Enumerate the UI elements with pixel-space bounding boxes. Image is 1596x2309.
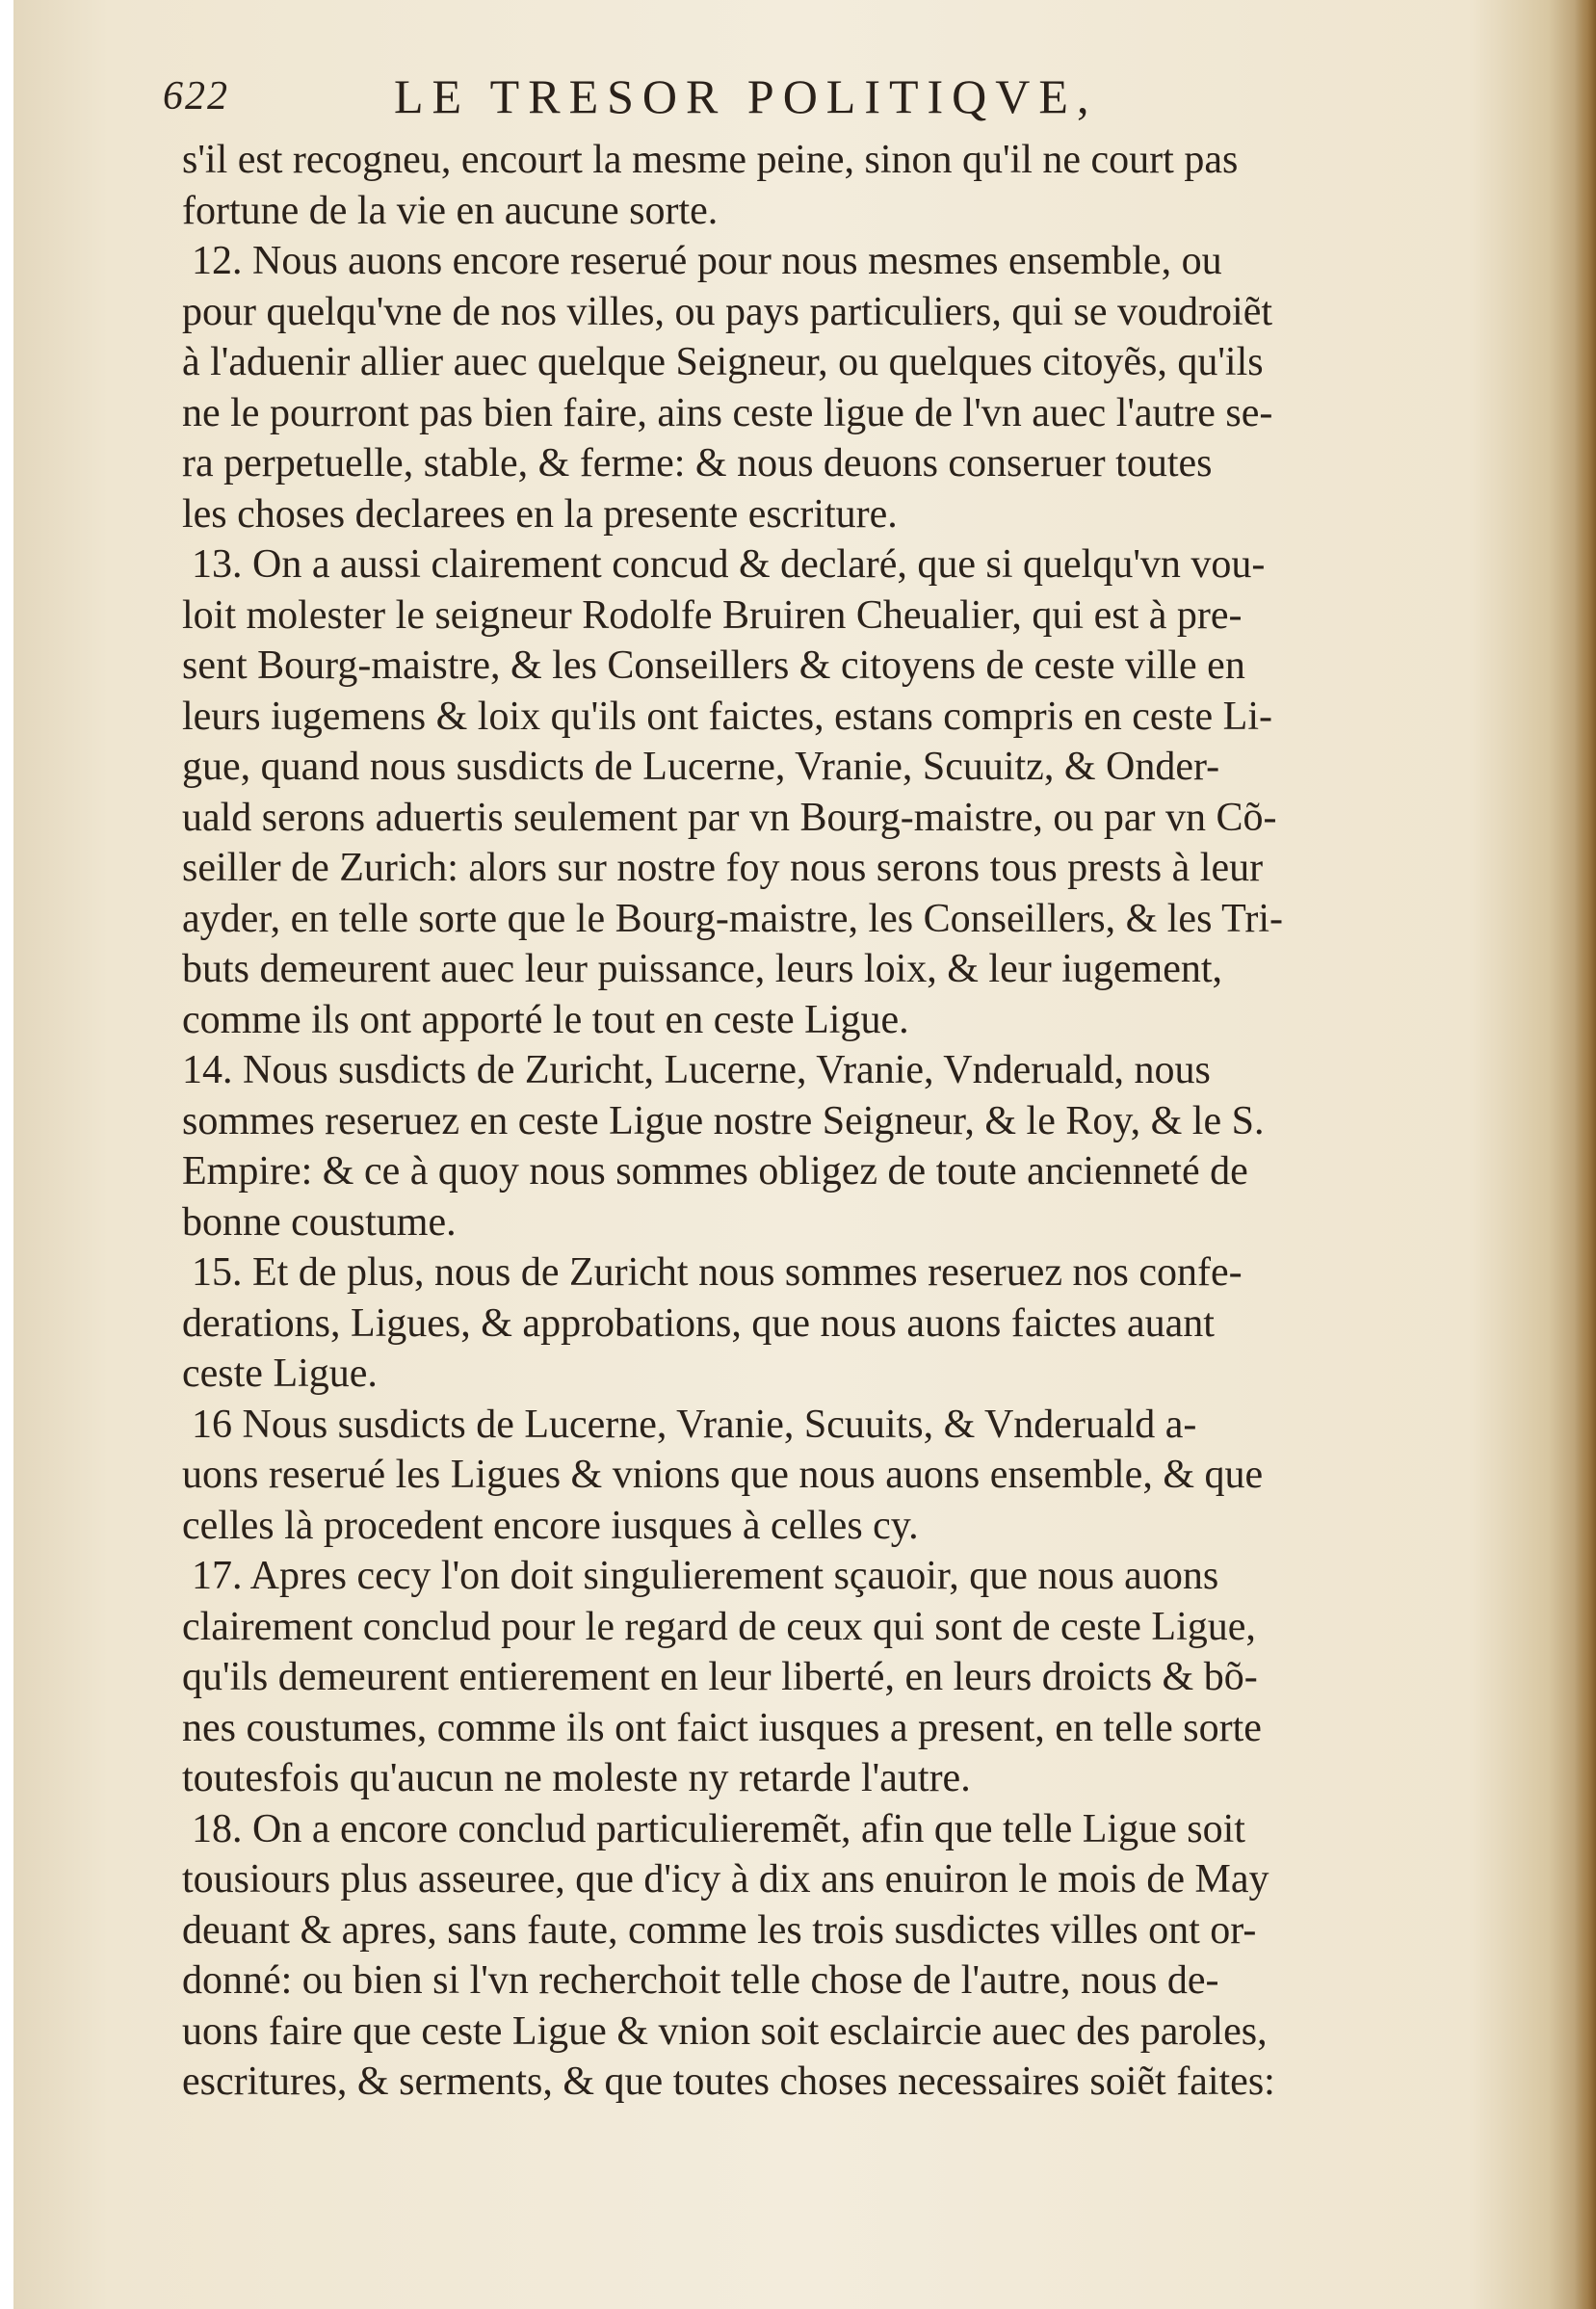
text-line: 15. Et de plus, nous de Zuricht nous sommes reseruez nos confe- — [192, 1250, 1243, 1295]
text-line: qu'ils demeurent entierement en leur liberté, en leurs droicts & bõ- — [182, 1655, 1258, 1699]
text-line: seiller de Zurich: alors sur nostre foy nous serons tous prests à leur — [182, 846, 1264, 890]
text-line: ne le pourront pas bien faire, ains ceste ligue de l'vn auec l'autre se- — [182, 390, 1273, 435]
text-line: à l'aduenir allier auec quelque Seigneur, ou quelques citoyẽs, qu'ils — [182, 340, 1264, 384]
text-line: 16 Nous susdicts de Lucerne, Vranie, Scuuits, & Vnderuald a- — [192, 1402, 1197, 1447]
text-line: derations, Ligues, & approbations, que nous auons faictes auant — [182, 1300, 1215, 1346]
text-line: uons faire que ceste Ligue & vnion soit esclaircie auec des paroles, — [182, 2008, 1268, 2054]
text-line: donné: ou bien si l'vn recherchoit telle chose de l'autre, nous de- — [182, 1958, 1219, 2003]
text-line: sent Bourg-maistre, & les Conseillers & citoyens de ceste ville en — [182, 643, 1245, 688]
body-text — [182, 135, 1463, 2108]
text-line: ceste Ligue. — [182, 1351, 378, 1396]
text-line: 13. On a aussi clairement concud & declaré, que si quelqu'vn vou- — [192, 542, 1266, 587]
text-block — [163, 58, 1463, 2108]
text-line: 18. On a encore conclud particulieremẽt, afin que telle Ligue soit — [192, 1806, 1245, 1851]
book-page — [13, 0, 1596, 2309]
text-line: leurs iugemens & loix qu'ils ont faictes, estans compris en ceste Li- — [182, 694, 1272, 739]
text-line: gue, quand nous susdicts de Lucerne, Vranie, Scuuitz, & Onder- — [182, 745, 1220, 789]
text-line: clairement conclud pour le regard de ceux qui sont de ceste Ligue, — [182, 1604, 1256, 1649]
text-line: ra perpetuelle, stable, & ferme: & nous deuons conseruer toutes — [182, 441, 1213, 485]
text-line: uald serons aduertis seulement par vn Bourg-maistre, ou par vn Cõ- — [182, 795, 1277, 840]
page-edge-shadow — [1575, 0, 1596, 2309]
text-line: Empire: & ce à quoy nous sommes obligez de toute ancienneté de — [182, 1149, 1248, 1194]
page-number: 622 — [163, 74, 229, 118]
text-line: s'il est recogneu, encourt la mesme peine, sinon qu'il ne court pas — [182, 138, 1239, 182]
text-line: celles là procedent encore iusques à celles cy. — [182, 1503, 919, 1548]
text-line: 14. Nous susdicts de Zuricht, Lucerne, Vranie, Vnderuald, nous — [182, 1048, 1211, 1092]
text-line: uons reserué les Ligues & vnions que nous auons ensemble, & que — [182, 1453, 1264, 1497]
text-line: buts demeurent auec leur puissance, leurs loix, & leur iugement, — [182, 947, 1223, 991]
text-line: sommes reseruez en ceste Ligue nostre Seigneur, & le Roy, & le S. — [182, 1098, 1265, 1143]
text-line: 12. Nous auons encore reserué pour nous mesmes ensemble, ou — [192, 239, 1222, 283]
text-line: nes coustumes, comme ils ont faict iusques a present, en telle sorte — [182, 1705, 1262, 1750]
text-line: fortune de la vie en aucune sorte. — [182, 188, 719, 233]
running-title: LE TRESOR POLITIQVE, — [394, 69, 1098, 123]
text-line: 17. Apres cecy l'on doit singulierement sçauoir, que nous auons — [192, 1554, 1219, 1598]
text-line: toutesfois qu'aucun ne moleste ny retarde l'autre. — [182, 1756, 971, 1800]
text-line: tousiours plus asseuree, que d'icy à dix ans enuiron le mois de May — [182, 1857, 1269, 1902]
text-line: bonne coustume. — [182, 1199, 457, 1245]
text-line: escritures, & serments, & que toutes choses necessaires soiẽt faites: — [182, 2060, 1275, 2104]
text-line: comme ils ont apporté le tout en ceste Ligue. — [182, 997, 909, 1042]
running-head — [163, 58, 1463, 135]
text-line: pour quelqu'vne de nos villes, ou pays particuliers, qui se voudroiẽt — [182, 289, 1273, 334]
text-line: deuant & apres, sans faute, comme les trois susdictes villes ont or- — [182, 1907, 1257, 1953]
text-line: loit molester le seigneur Rodolfe Bruiren Cheualier, qui est à pre- — [182, 592, 1243, 638]
text-line: les choses declarees en la presente escriture. — [182, 491, 898, 537]
text-line: ayder, en telle sorte que le Bourg-maistre, les Conseillers, & les Tri- — [182, 896, 1283, 941]
